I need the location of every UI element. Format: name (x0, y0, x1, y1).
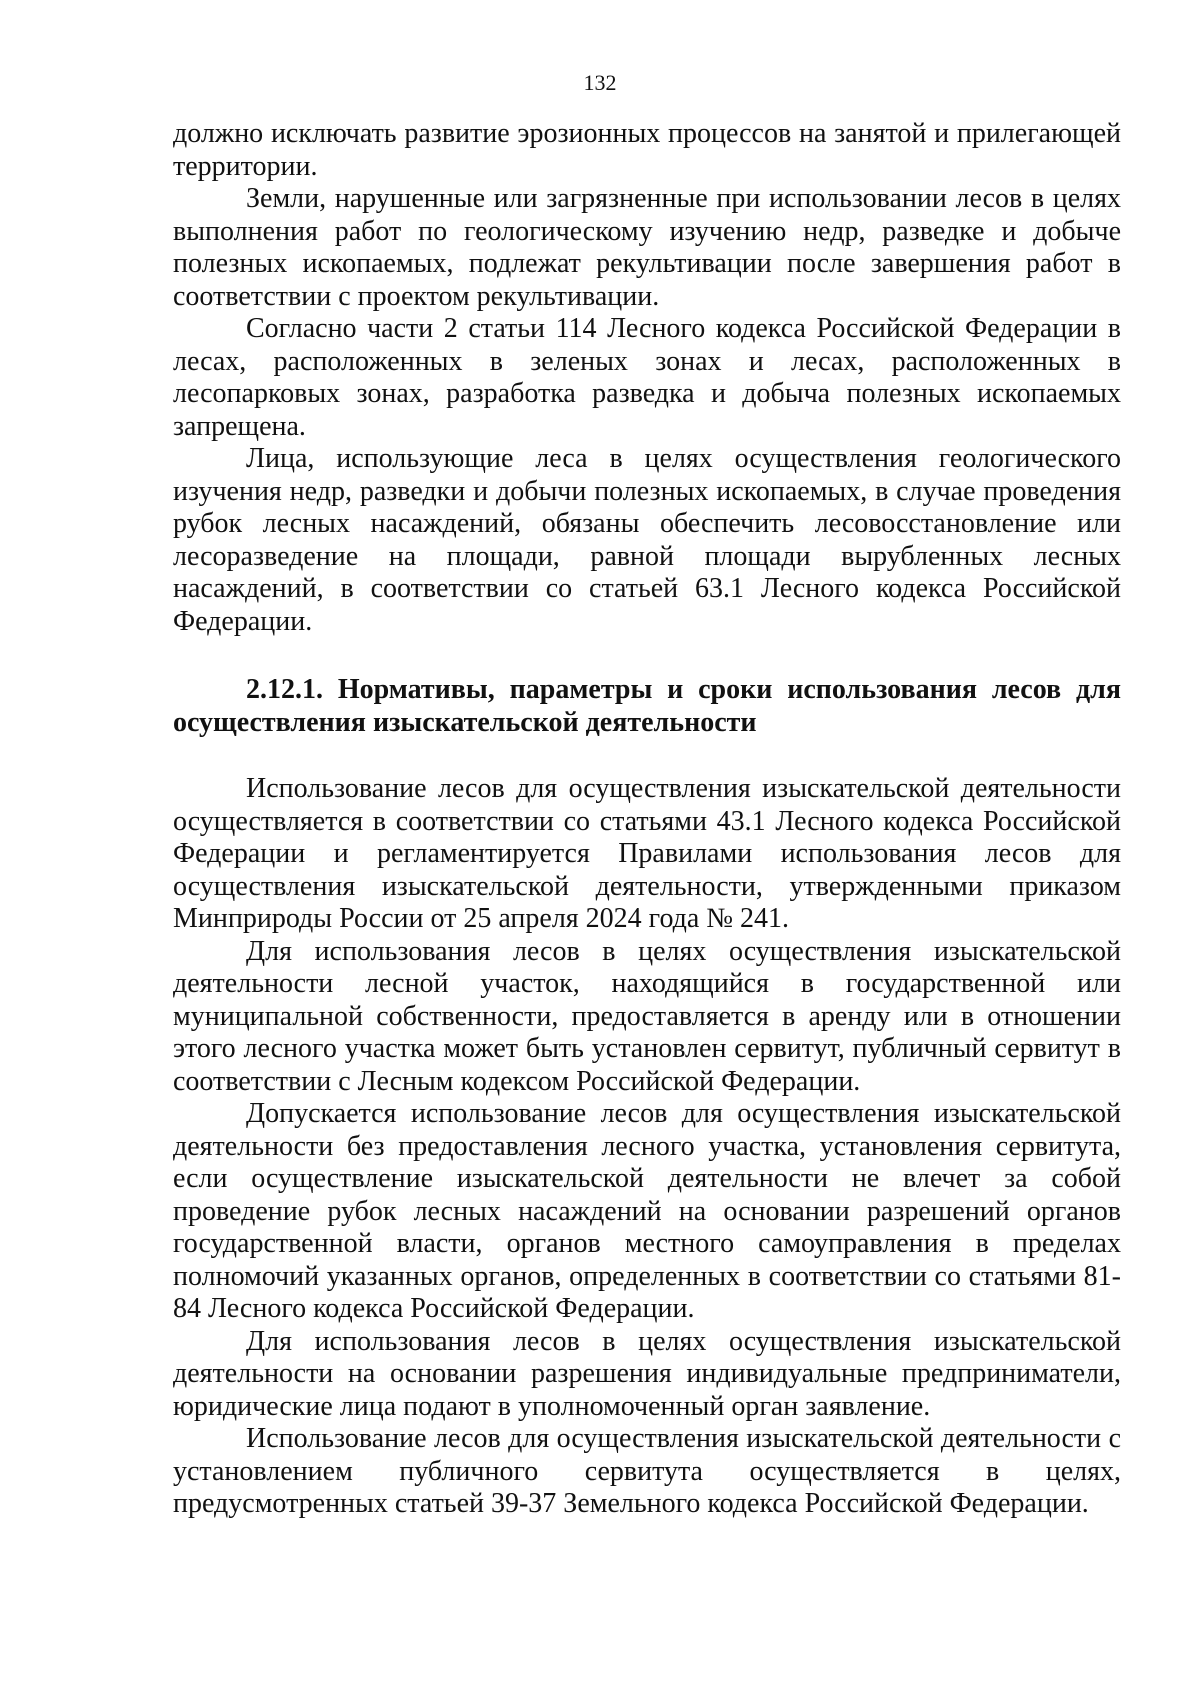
paragraph-continuation: должно исключать развитие эрозионных процессов на занятой и прилегающей территории. (173, 118, 1121, 182)
document-body (173, 118, 1121, 1521)
paragraph: Согласно части 2 статьи 114 Лесного кодекса Российской Федерации в лесах, расположенных в зеленых зонах и лесах, расположенных в лесопарковых зонах, разработка разведка и добыча полезных ископаемых запрещена. (173, 313, 1121, 442)
paragraph: Земли, нарушенные или загрязненные при использовании лесов в целях выполнения работ по геологическому изучению недр, разведке и добыче полезных ископаемых, подлежат рекультивации после завершения работ в соответствии с проектом рекультивации. (173, 183, 1121, 312)
section-heading: 2.12.1. Нормативы, параметры и сроки использования лесов для осуществления изыскательской деятельности (173, 674, 1121, 738)
paragraph: Для использования лесов в целях осуществления изыскательской деятельности на основании разрешения индивидуальные предприниматели, юридические лица подают в уполномоченный орган заявление. (173, 1325, 1121, 1422)
paragraph: Использование лесов для осуществления изыскательской деятельности осуществляется в соответствии со статьями 43.1 Лесного кодекса Российской Федерации и регламентируется Правилами использования лесов для осуществления изыскательской деятельности, утвержденными приказом Минприроды России от 25 апреля 2024 года № 241. (173, 773, 1121, 934)
paragraph: Для использования лесов в целях осуществления изыскательской деятельности лесной участок, находящийся в государственной или муниципальной собственности, предоставляется в аренду или в отношении этого лесного участка может быть установлен сервитут, публичный сервитут в соответствии с Лесным кодексом Российской Федерации. (173, 935, 1121, 1097)
page-number: 132 (583, 70, 617, 95)
paragraph: Лица, использующие леса в целях осуществления геологического изучения недр, разведки и добычи полезных ископаемых, в случае проведения рубок лесных насаждений, обязаны обеспечить лесовосстановление или лесоразведение на площади, равной площади вырубленных лесных насаждений, в соответствии со статьей 63.1 Лесного кодекса Российской Федерации. (173, 443, 1121, 637)
paragraph: Допускается использование лесов для осуществления изыскательской деятельности без предоставления лесного участка, установления сервитута, если осуществление изыскательской деятельности не влечет за собой проведение рубок лесных насаждений на основании разрешений органов государственной власти, органов местного самоуправления в пределах полномочий указанных органов, определенных в соответствии со статьями 81-84 Лесного кодекса Российской Федерации. (173, 1098, 1121, 1324)
paragraph: Использование лесов для осуществления изыскательской деятельности с установлением публичного сервитута осуществляется в целях, предусмотренных статьей 39-37 Земельного кодекса Российской Федерации. (173, 1423, 1121, 1519)
